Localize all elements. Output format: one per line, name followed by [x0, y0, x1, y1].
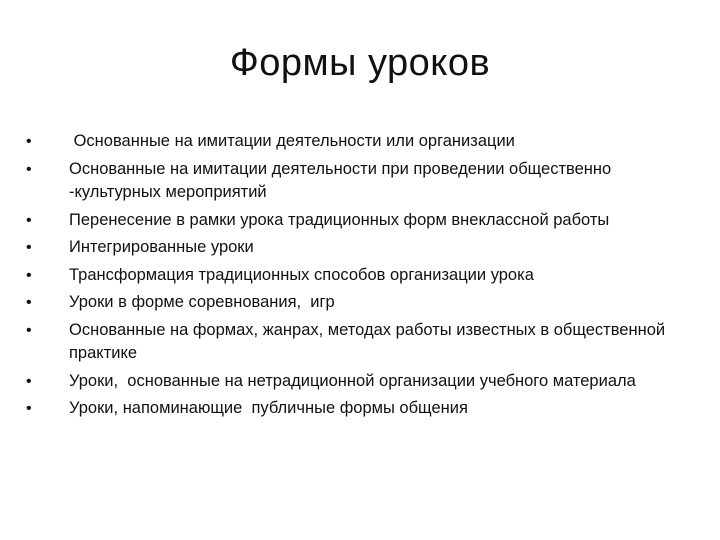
bullet-icon: • [26, 211, 32, 229]
list-item-text: Трансформация традиционных способов организации урока [69, 265, 534, 284]
slide-title: Формы уроков [229, 42, 491, 84]
bullet-icon: • [26, 160, 32, 178]
list-item-text: Перенесение в рамки урока традиционных форм внеклассной работы [69, 210, 610, 229]
list-item-text: Уроки, напоминающие публичные формы общения [69, 399, 468, 417]
bullet-icon: • [26, 266, 32, 284]
bullet-icon: • [26, 133, 32, 150]
list-item [26, 130, 696, 154]
list-item [26, 236, 696, 260]
bullet-icon: • [26, 294, 32, 311]
bullet-list [26, 130, 696, 425]
list-item [26, 264, 696, 288]
bullet-icon: • [26, 372, 32, 390]
bullet-icon: • [26, 239, 32, 256]
list-item-text: Уроки в форме соревнования, игр [69, 293, 335, 311]
list-item-text: Основанные на имитации деятельности при проведении общественно -культурных мероприятий [69, 159, 612, 201]
bullet-icon: • [26, 321, 32, 339]
list-item [26, 397, 696, 421]
list-item [26, 158, 696, 205]
list-item-text: Интегрированные уроки [69, 238, 254, 256]
list-item [26, 370, 696, 394]
list-item [26, 209, 696, 233]
list-item [26, 291, 696, 315]
list-item [26, 319, 696, 366]
list-item-text: Основанные на формах, жанрах, методах работы известных в общественной практике [69, 320, 666, 362]
list-item-text: Уроки, основанные на нетрадиционной организации учебного материала [69, 371, 636, 390]
list-item-text: Основанные на имитации деятельности или организации [69, 132, 515, 150]
bullet-icon: • [26, 400, 32, 417]
